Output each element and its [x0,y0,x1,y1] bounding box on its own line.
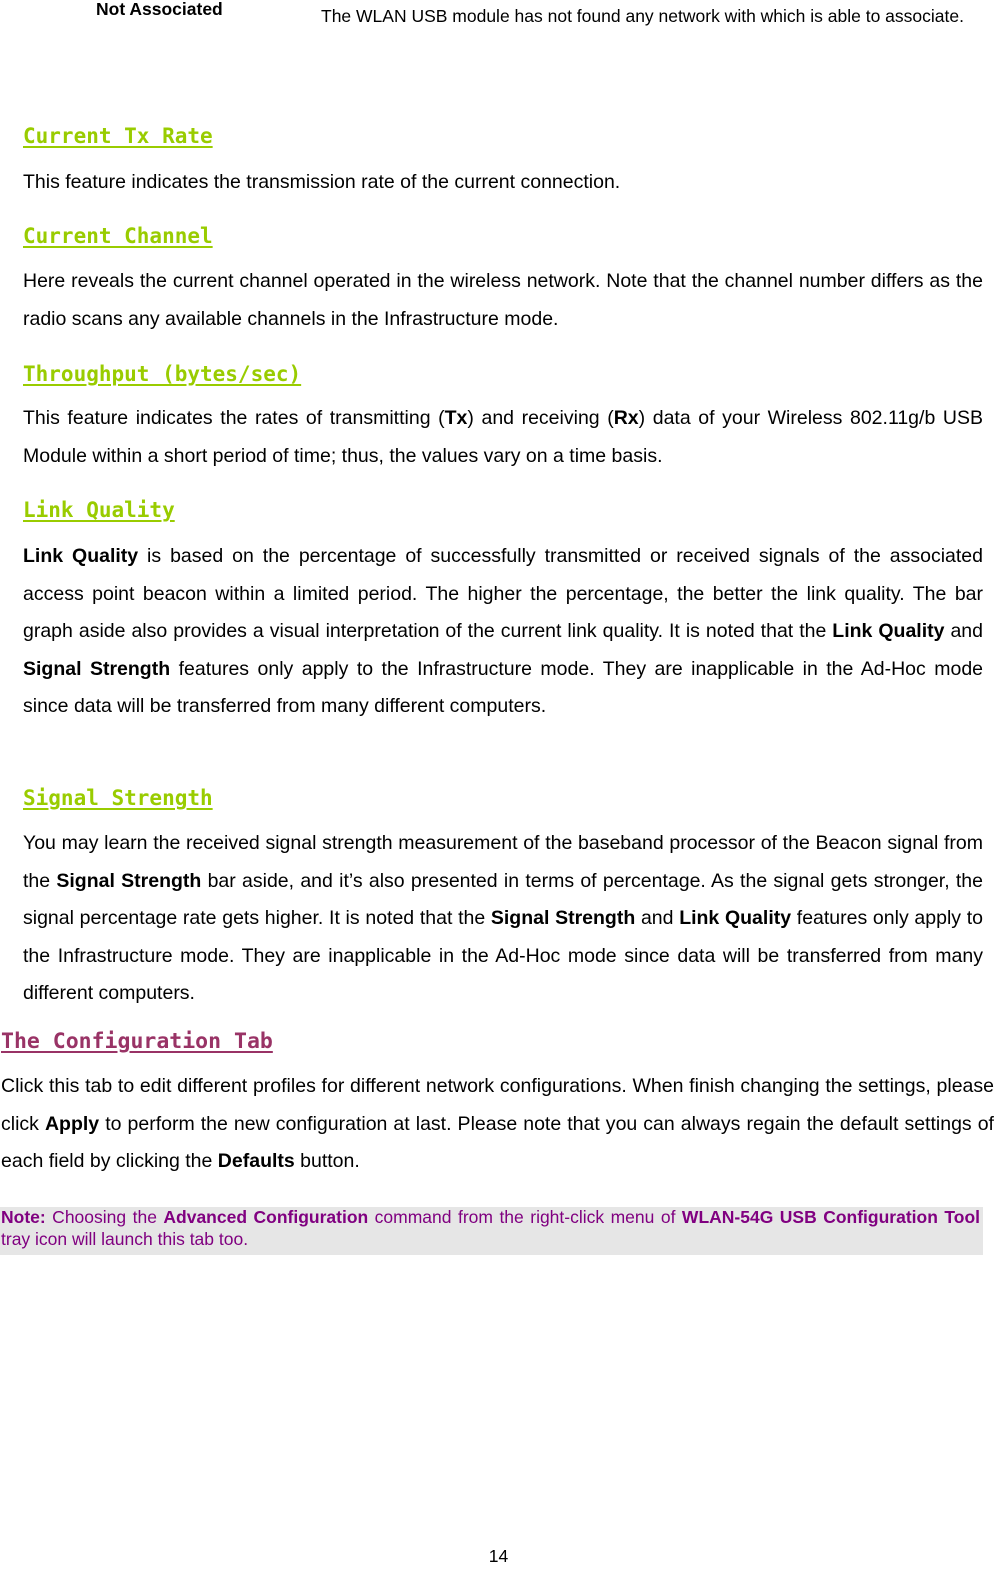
signal-strength-text: You may learn the received signal strength measurement of the baseband processor of the Beacon signal from the Signal Strength bar aside, and it’s also presented in terms of percentage. As the signal gets stronger, the signal percentage rate gets higher. It is noted that the Signal Strength and Link Quality features only apply to the Infrastructure mode. They are inapplicable in the Ad-Hoc mode since data will be transferred from many different computers. [23,832,983,1005]
heading-current-tx-rate: Current Tx Rate [23,124,213,148]
rx-term: Rx [613,407,639,429]
status-term: Not Associated [96,0,223,19]
channel-text: Here reveals the current channel operated in the wireless network. Note that the channel number differs as the radio scans any available channels in the Infrastructure mode. [23,270,983,330]
heading-throughput: Throughput (bytes/sec) [23,362,302,386]
throughput-text: This feature indicates the rates of transmitting (Tx) and receiving (Rx) data of your Wireless 802.11g/b USB Module within a short period of time; thus, the values vary on a time basis. [23,407,983,467]
heading-configuration-tab: The Configuration Tab [1,1029,273,1054]
heading-signal-strength: Signal Strength [23,786,213,810]
tx-term: Tx [444,407,468,429]
status-description: The WLAN USB module has not found any network with which is able to associate. [321,6,964,26]
page-number: 14 [488,1546,509,1566]
link-quality-text: Link Quality is based on the percentage of successfully transmitted or received signals of the associated access point beacon within a limited period. The higher the percentage, the better the link quality. The bar graph aside also provides a visual interpretation of the current link quality. It is noted that the Link Quality and Signal Strength features only apply to the Infrastructure mode. They are inapplicable in the Ad-Hoc mode since data will be transferred from many different computers. [23,545,984,718]
note-label: Note: [1,1207,46,1227]
heading-link-quality: Link Quality [23,498,175,522]
configuration-tab-text: Click this tab to edit different profiles for different network configurations. When finish changing the settings, please click Apply to perform the new configuration at last. Please note that you can always regain the default settings of each field by clicking the Defaults button. [1,1075,994,1173]
heading-current-channel: Current Channel [23,224,213,248]
tx-rate-text: This feature indicates the transmission rate of the current connection. [23,171,621,193]
note-box: Note: Choosing the Advanced Configuration command from the right-click menu of WLAN-54G USB Configuration Tool tray icon will launch this tab too. [0,1207,983,1255]
